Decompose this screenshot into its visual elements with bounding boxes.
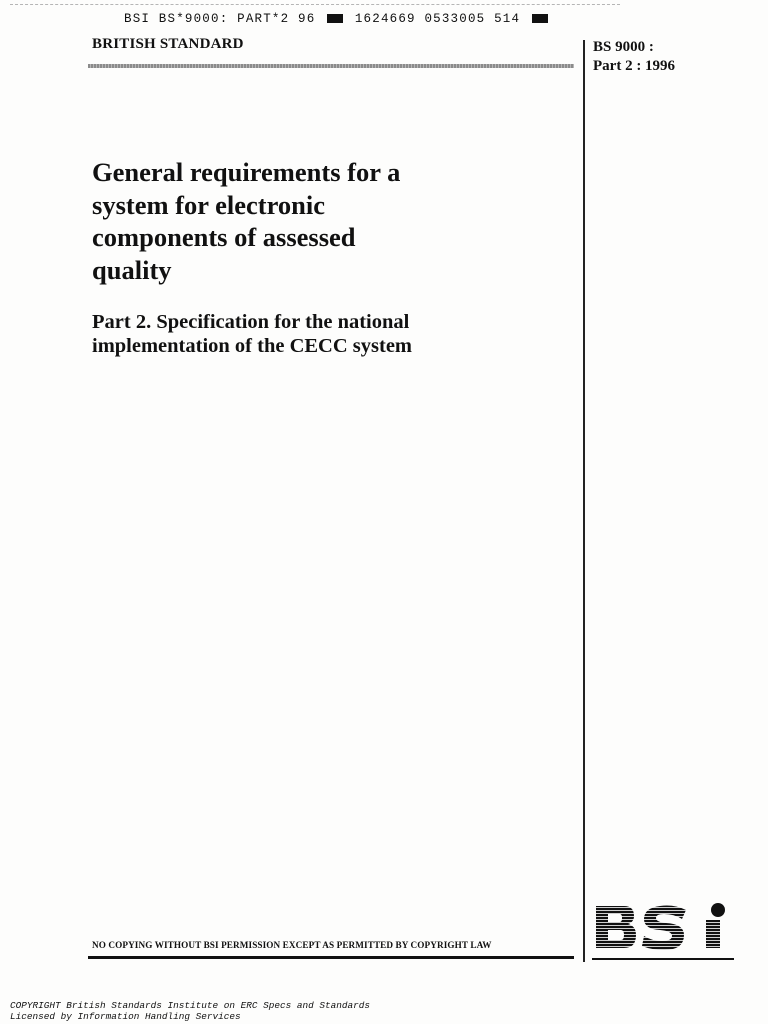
document-title [92,156,572,286]
standard-number [593,38,675,76]
bsi-logo [594,902,734,959]
title-line: General requirements for a [92,157,401,187]
logo-divider [592,958,734,960]
barcode-text-primary: BSI BS*9000: PART*2 96 [124,12,316,26]
series-divider [88,64,574,68]
copyright-notice: NO COPYING WITHOUT BSI PERMISSION EXCEPT AS PERMITTED BY COPYRIGHT LAW [92,940,492,950]
document-barcode-line [124,12,551,26]
bsi-logo-icon [594,902,734,954]
scan-edge-line [10,4,620,5]
title-line: quality [92,254,172,285]
title-line: components of assessed [92,222,356,252]
margin-vertical-rule [583,40,585,962]
document-subtitle [92,310,572,358]
license-line-1: COPYRIGHT British Standards Institute on ERC Specs and Standards [10,1000,371,1011]
standard-number-line-2: Part 2 : 1996 [593,58,676,74]
license-footer [10,1000,370,1022]
subtitle-line: Part 2. Specification for the national [92,311,410,333]
barcode-text-secondary: 1624669 0533005 514 [354,12,521,26]
barcode-block-icon [327,14,343,23]
standard-number-line-1: BS 9000 : [593,39,654,55]
series-label: BRITISH STANDARD [92,36,244,52]
subtitle-line: implementation of the CECC system [92,335,412,357]
title-line: system for electronic [92,189,326,220]
footer-divider [88,956,574,959]
license-line-2: Licensed by Information Handling Services [10,1011,241,1022]
barcode-block-icon [532,14,548,23]
